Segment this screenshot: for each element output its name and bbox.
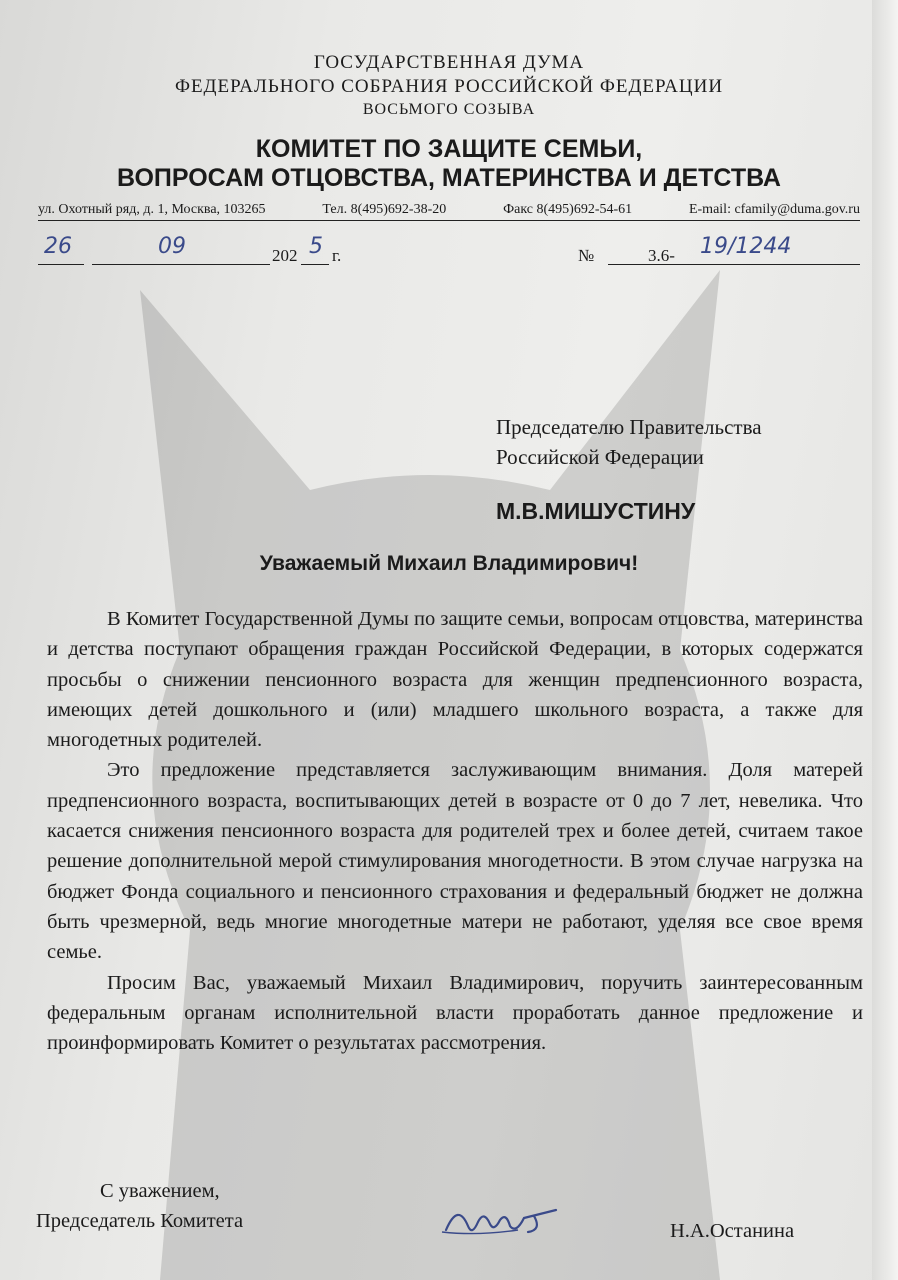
header-federal-assembly: ФЕДЕРАЛЬНОГО СОБРАНИЯ РОССИЙСКОЙ ФЕДЕРАЦИИ [174,76,724,97]
date-year-digit: 5 [309,234,323,259]
signature-icon [438,1196,568,1242]
paragraph-3: Просим Вас, уважаемый Михаил Владимирович, поручить заинтересованным федеральным органам исполнительной власти проработать данное предложение и проинформировать Комитет о результатах рассмотрения. [47,971,863,1055]
paragraph-2: Это предложение представляется заслуживающим внимания. Доля матерей предпенсионного возраста, воспитывающих детей в возрасте от 0 до 7 лет, невелика. Что касается снижения пенсионного возраста для родителей трех и более детей, считаем такое решение дополнительной мерой стимулирования многодетности. В этом случае нагрузка на бюджет Фонда социального и пенсионного страхования и федеральный бюджет не должна быть чрезмерной, ведь многие многодетные матери не работают, уделяя все свое время семье. [47,759,863,964]
signer-name: Н.А.Останина [670,1220,795,1242]
number-line [608,234,860,265]
letter-body [47,604,863,1058]
number-handwritten: 19/1244 [700,234,792,259]
committee-title-line1: КОМИТЕТ ПО ЗАЩИТЕ СЕМЬИ, [255,135,643,163]
addressee-block [496,412,762,472]
fax: Факс 8(495)692-54-61 [503,202,633,217]
number-label: № [578,246,595,265]
date-year-line [301,234,329,265]
email: E-mail: cfamily@duma.gov.ru [688,202,860,217]
date-year-prefix: 202 [272,246,298,265]
contact-line [38,202,860,221]
date-day: 26 [44,234,72,259]
addressee-line1: Председателю Правительства [496,415,762,439]
greeting: Уважаемый Михаил Владимирович! [259,552,639,575]
date-month-line [92,234,270,265]
date-month: 09 [158,234,186,259]
committee-title-line2: ВОПРОСАМ ОТЦОВСТВА, МАТЕРИНСТВА И ДЕТСТВА [117,164,781,192]
addressee-line2: Российской Федерации [496,445,704,469]
paragraph-1: В Комитет Государственной Думы по защите семьи, вопросам отцовства, материнства и детства поступают обращения граждан Российской Федерации, в которых содержатся просьбы о снижении пенсионного возраста для женщин предпенсионного возраста, имеющих детей дошкольного и (или) младшего школьного возраста, а также для многодетных родителей. [47,608,863,752]
phone: Тел. 8(495)692-38-20 [322,202,447,217]
date-year-suffix: г. [332,246,342,265]
closing-regards: С уважением, [100,1180,220,1202]
header-convocation: ВОСЬМОГО СОЗЫВА [362,101,536,118]
closing-position: Председатель Комитета [36,1210,244,1232]
header-duma: ГОСУДАРСТВЕННАЯ ДУМА [313,52,585,73]
date-day-line [38,234,84,265]
closing-block [36,1176,243,1236]
address: ул. Охотный ряд, д. 1, Москва, 103265 [38,202,266,217]
addressee-name: М.В.МИШУСТИНУ [496,498,696,524]
number-prefix: 3.6- [648,246,675,265]
